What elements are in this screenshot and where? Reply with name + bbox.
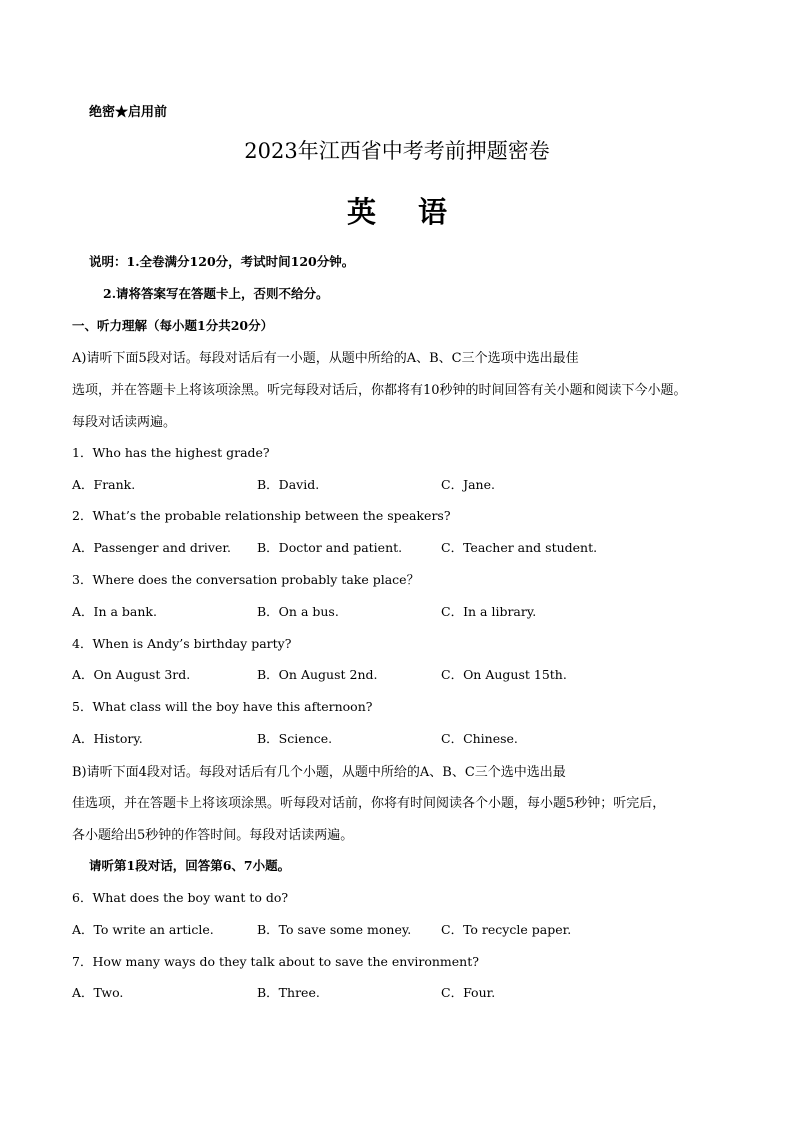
subject-title: 英 语 [346,195,464,229]
instruction-note-1: 说明：1.全卷满分120分，考试时间120分钟。 [89,254,355,269]
part-b-line-3: 各小题给出5秒钟的作答时间。每段对话读两遍。 [72,828,354,843]
question-1: 1．Who has the highest grade? [72,445,270,460]
part-a-line-2: 选项，并在答题卡上将该项涂黑。听完每段对话后，你都将有10秒钟的时间回答有关小题和阅读下今小题。 [72,383,687,398]
q4-option-b: B．On August 2nd. [257,667,378,682]
q2-option-c: C．Teacher and student. [441,540,598,555]
part-a-line-3: 每段对话读两遍。 [72,415,177,430]
q3-option-c: C．In a library. [441,604,537,619]
part-a-line-1: A)请听下面5段对话。每段对话后有一小题，从题中所给的A、B、C三个选项中选出最佳 [72,351,579,366]
q3-option-a: A．In a bank. [72,604,157,619]
q2-option-a: A．Passenger and driver. [72,540,231,555]
question-7: 7．How many ways do they talk about to save the environment? [72,954,479,969]
section-heading-listening: 一、听力理解（每小题1分共20分） [72,318,274,333]
q7-option-b: B．Three. [257,985,320,1000]
q5-option-b: B．Science. [257,731,333,746]
q2-option-b: B．Doctor and patient. [257,540,403,555]
part-b-line-2: 佳选项，并在答题卡上将该项涂黑。听每段对话前，你将有时间阅读各个小题，每小题5秒钟；听完后， [72,796,666,811]
q1-option-a: A．Frank. [72,477,136,492]
question-6: 6．What does the boy want to do? [72,890,289,905]
q6-option-c: C．To recycle paper. [441,922,572,937]
q7-option-a: A．Two. [72,985,124,1000]
dialogue-1-instruction: 请听第1段对话，回答第6、7小题。 [89,858,291,873]
q6-option-b: B．To save some money. [257,922,412,937]
question-3: 3．Where does the conversation probably take place？ [72,572,420,587]
q1-option-b: B．David. [257,477,320,492]
q7-option-c: C．Four. [441,985,496,1000]
q6-option-a: A．To write an article. [72,922,214,937]
part-b-line-1: B)请听下面4段对话。每段对话后有几个小题，从题中所给的A、B、C三个选中选出最 [72,765,566,780]
q4-option-a: A．On August 3rd. [72,667,191,682]
q4-option-c: C．On August 15th. [441,667,567,682]
question-2: 2．What’s the probable relationship between the speakers? [72,508,451,523]
q1-option-c: C．Jane. [441,477,495,492]
q5-option-c: C．Chinese. [441,731,518,746]
confidential-mark: 绝密★启用前 [89,105,168,120]
instruction-note-2: 2.请将答案写在答题卡上，否则不给分。 [103,286,329,301]
question-5: 5．What class will the boy have this afternoon? [72,699,373,714]
exam-title: 2023年江西省中考考前押题密卷 [244,139,550,163]
question-4: 4．When is Andy’s birthday party? [72,636,292,651]
q3-option-b: B．On a bus. [257,604,339,619]
q5-option-a: A．History. [72,731,143,746]
